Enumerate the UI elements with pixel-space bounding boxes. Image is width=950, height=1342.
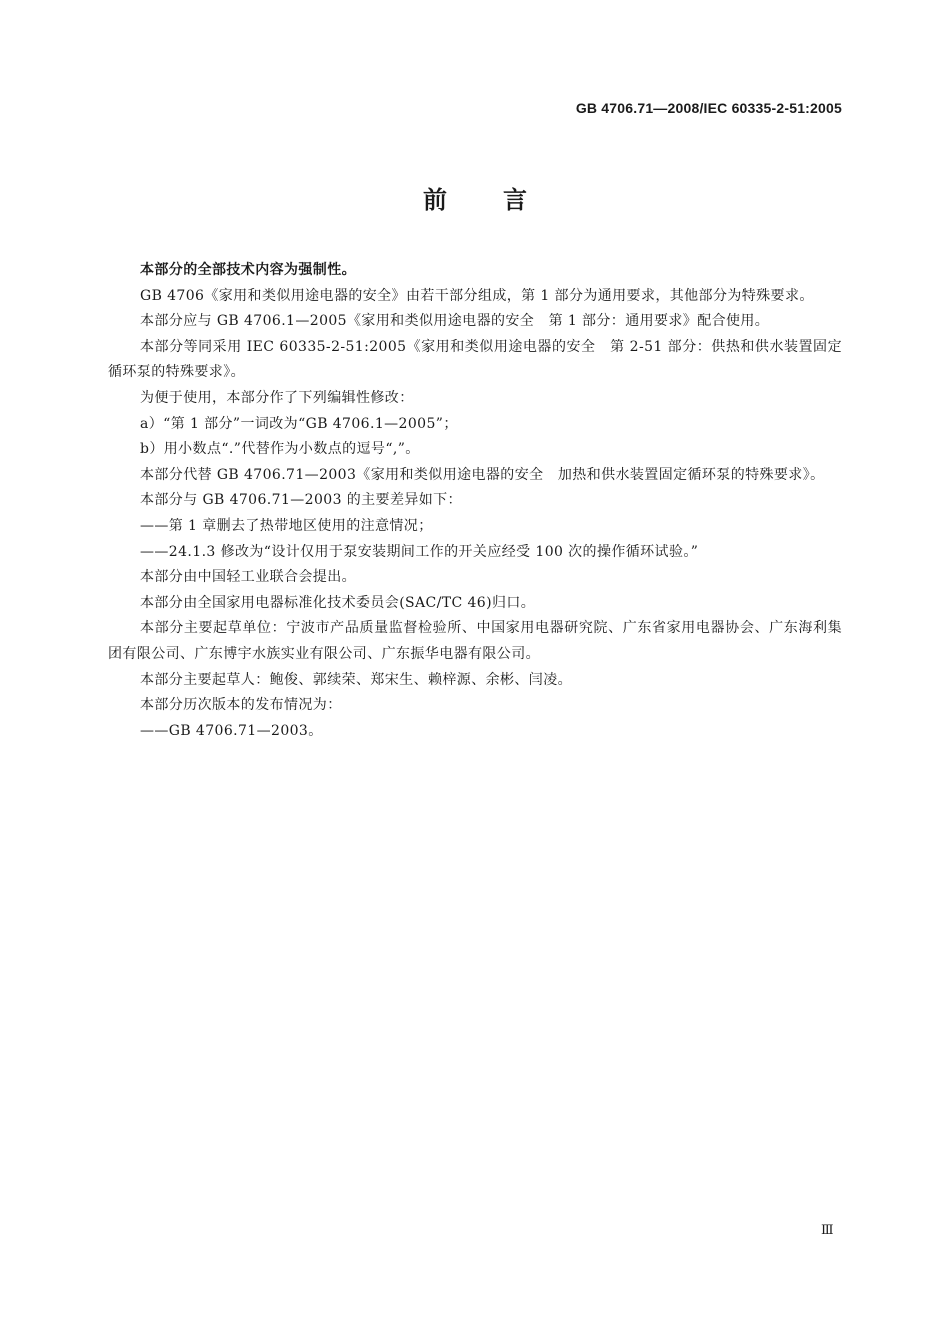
paragraph: 本部分由中国轻工业联合会提出。 <box>140 569 356 586</box>
paragraph: 本部分应与 GB 4706.1—2005《家用和类似用途电器的安全 第 1 部分：通用要求》配合使用。 <box>140 313 770 330</box>
foreword-body <box>108 258 842 744</box>
paragraph: 本部分主要起草人：鲍俊、郭续荣、郑宋生、赖梓源、余彬、闫凌。 <box>140 671 572 688</box>
list-item: b）用小数点“.”代替作为小数点的逗号“,”。 <box>140 441 420 458</box>
paragraph: 本部分代替 GB 4706.71—2003《家用和类似用途电器的安全 加热和供水装置固定循环泵的特殊要求》。 <box>140 466 825 483</box>
list-item: ——24.1.3 修改为“设计仅用于泵安装期间工作的开关应经受 100 次的操作循环试验。” <box>140 543 699 560</box>
standard-code-header: GB 4706.71—2008/IEC 60335-2-51:2005 <box>575 100 842 116</box>
paragraph: 本部分由全国家用电器标准化技术委员会(SAC/TC 46)归口。 <box>140 594 536 611</box>
paragraph: 为便于使用，本部分作了下列编辑性修改： <box>140 389 414 406</box>
page-title: 前言 <box>423 186 583 214</box>
paragraph: 本部分主要起草单位：宁波市产品质量监督检验所、中国家用电器研究院、广东省家用电器协会、广东海利集团有限公司、广东博宇水族实业有限公司、广东振华电器有限公司。 <box>108 620 842 662</box>
page-number: Ⅲ <box>820 1222 834 1237</box>
paragraph: 本部分历次版本的发布情况为： <box>140 697 342 714</box>
paragraph-mandatory-statement: 本部分的全部技术内容为强制性。 <box>140 262 356 278</box>
list-item: ——第 1 章删去了热带地区使用的注意情况； <box>140 517 433 534</box>
paragraph: 本部分与 GB 4706.71—2003 的主要差异如下： <box>140 492 462 509</box>
list-item: a）“第 1 部分”一词改为“GB 4706.1—2005”； <box>140 415 458 432</box>
list-item: ——GB 4706.71—2003。 <box>140 722 323 739</box>
paragraph: 本部分等同采用 IEC 60335-2-51:2005《家用和类似用途电器的安全 第 2-51 部分：供热和供水装置固定循环泵的特殊要求》。 <box>108 338 842 381</box>
paragraph: GB 4706《家用和类似用途电器的安全》由若干部分组成，第 1 部分为通用要求，其他部分为特殊要求。 <box>140 287 814 304</box>
